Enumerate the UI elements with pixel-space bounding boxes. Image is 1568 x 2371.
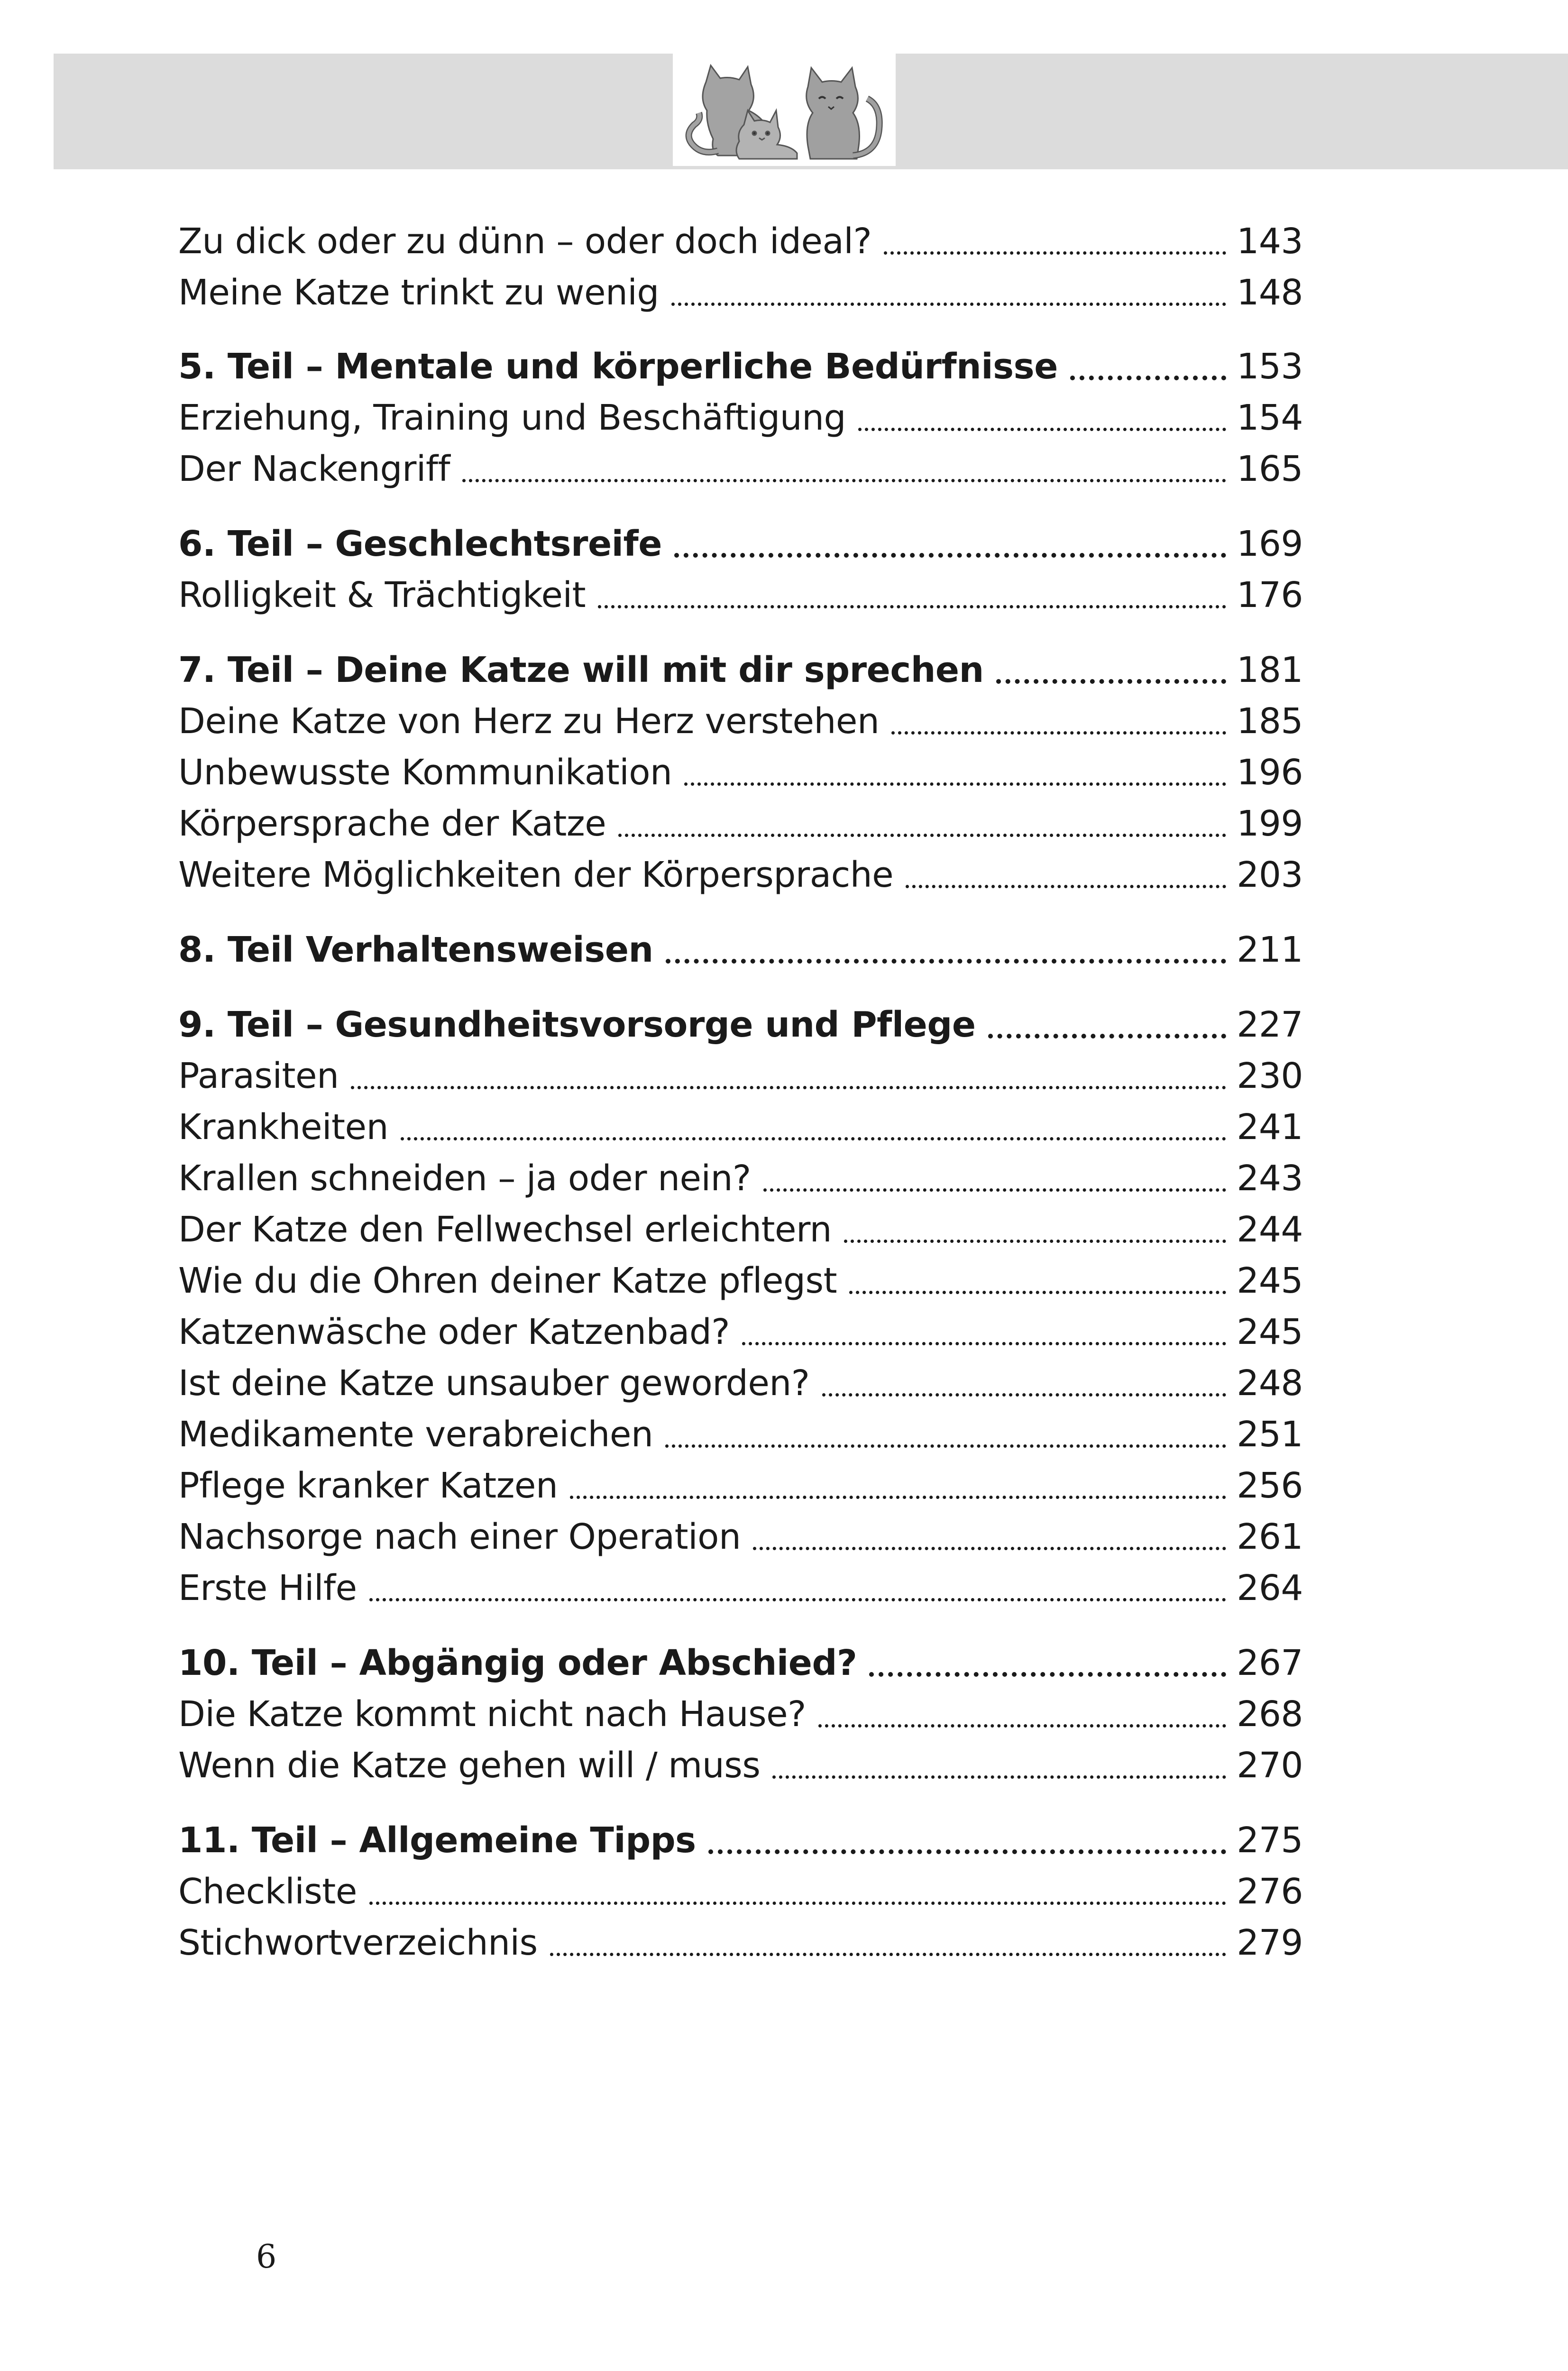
toc-entry-title: Die Katze kommt nicht nach Hause? (178, 1694, 806, 1735)
toc-entry[interactable] (178, 1358, 1303, 1409)
toc-entry-page: 245 (1237, 1260, 1303, 1301)
toc-entry-title: Weitere Möglichkeiten der Körpersprache (178, 855, 894, 895)
dot-leader (858, 428, 1226, 431)
toc-section-title: 6. Teil – Geschlechtsreife (178, 524, 662, 564)
dot-leader (618, 834, 1226, 837)
toc-entry[interactable] (178, 1511, 1303, 1562)
toc-entry-title: Medikamente verabreichen (178, 1414, 653, 1455)
dot-leader (401, 1137, 1226, 1140)
toc-entry[interactable] (178, 1740, 1303, 1791)
toc-entry-title: Erste Hilfe (178, 1568, 357, 1608)
toc-entry[interactable] (178, 1866, 1303, 1917)
dot-leader (753, 1547, 1226, 1550)
toc-entry-page: 261 (1237, 1516, 1303, 1557)
toc-section-heading[interactable] (178, 1637, 1303, 1689)
toc-section-heading[interactable] (178, 924, 1303, 975)
toc-entry-page: 268 (1237, 1694, 1303, 1735)
toc-entry-title: Meine Katze trinkt zu wenig (178, 272, 659, 313)
dot-leader (550, 1953, 1226, 1956)
toc-entry-page: 203 (1237, 855, 1303, 895)
toc-section-title: 5. Teil – Mentale und körperliche Bedürfnisse (178, 346, 1058, 387)
toc-entry-title: Nachsorge nach einer Operation (178, 1516, 741, 1557)
toc-entry[interactable] (178, 267, 1303, 318)
toc-entry-title: Unbewusste Kommunikation (178, 752, 672, 793)
dot-leader (763, 1188, 1226, 1192)
toc-entry-title: Ist deine Katze unsauber geworden? (178, 1363, 810, 1404)
toc-entry-page: 264 (1237, 1568, 1303, 1608)
toc-entry[interactable] (178, 798, 1303, 849)
dot-leader (742, 1342, 1226, 1345)
toc-entry[interactable] (178, 696, 1303, 747)
toc-entry[interactable] (178, 443, 1303, 495)
dot-leader (666, 959, 1226, 964)
toc-entry-title: Zu dick oder zu dünn – oder doch ideal? (178, 221, 872, 262)
dot-leader (849, 1291, 1226, 1294)
dot-leader (1070, 376, 1226, 380)
dot-leader (570, 1496, 1226, 1499)
two-cats-icon (673, 54, 896, 166)
toc-section-heading[interactable] (178, 644, 1303, 696)
toc-entry[interactable] (178, 849, 1303, 901)
toc-entry-page: 153 (1237, 346, 1303, 387)
toc-section-heading[interactable] (178, 999, 1303, 1050)
toc-entry-title: Checkliste (178, 1871, 357, 1912)
dot-leader (891, 731, 1226, 735)
toc-entry-title: Wie du die Ohren deiner Katze pflegst (178, 1260, 837, 1301)
toc-section-title: 8. Teil Verhaltensweisen (178, 929, 653, 970)
toc-section-title: 9. Teil – Gesundheitsvorsorge und Pflege (178, 1004, 976, 1045)
toc-entry-page: 199 (1237, 803, 1303, 844)
toc-entry-title: Wenn die Katze gehen will / muss (178, 1745, 761, 1786)
toc-entry-title: Rolligkeit & Trächtigkeit (178, 575, 586, 616)
dot-leader (996, 679, 1226, 684)
toc-entry-title: Krankheiten (178, 1107, 388, 1148)
dot-leader (671, 303, 1226, 306)
toc-section-title: 11. Teil – Allgemeine Tipps (178, 1820, 696, 1861)
toc-entry[interactable] (178, 1204, 1303, 1255)
toc-entry-title: Stichwortverzeichnis (178, 1922, 538, 1963)
dot-leader (844, 1240, 1226, 1243)
toc-entry-page: 241 (1237, 1107, 1303, 1148)
toc-entry[interactable] (178, 1409, 1303, 1460)
toc-entry[interactable] (178, 1255, 1303, 1306)
toc-entry[interactable] (178, 1102, 1303, 1153)
toc-section-heading[interactable] (178, 1815, 1303, 1866)
dot-leader (988, 1034, 1226, 1038)
dot-leader (674, 553, 1226, 558)
toc-entry[interactable] (178, 216, 1303, 267)
toc-entry[interactable] (178, 747, 1303, 798)
page-number: 6 (256, 2238, 277, 2276)
toc-entry-page: 243 (1237, 1158, 1303, 1199)
toc-entry-page: 165 (1237, 449, 1303, 489)
dot-leader (684, 782, 1226, 786)
toc-entry-page: 227 (1237, 1004, 1303, 1045)
dot-leader (884, 251, 1226, 255)
toc-entry-page: 143 (1237, 221, 1303, 262)
toc-entry-page: 211 (1237, 929, 1303, 970)
dot-leader (708, 1849, 1226, 1854)
toc-section-title: 10. Teil – Abgängig oder Abschied? (178, 1643, 857, 1683)
dot-leader (822, 1393, 1226, 1397)
toc-entry[interactable] (178, 570, 1303, 621)
toc-entry-page: 267 (1237, 1643, 1303, 1683)
toc-entry-page: 230 (1237, 1056, 1303, 1096)
toc-entry[interactable] (178, 1050, 1303, 1102)
toc-entry-page: 169 (1237, 524, 1303, 564)
toc-entry-page: 185 (1237, 701, 1303, 742)
toc-entry-page: 256 (1237, 1465, 1303, 1506)
toc-entry-page: 176 (1237, 575, 1303, 616)
toc-entry-page: 154 (1237, 397, 1303, 438)
toc-entry-page: 279 (1237, 1922, 1303, 1963)
toc-entry-title: Katzenwäsche oder Katzenbad? (178, 1312, 730, 1352)
toc-entry-title: Der Katze den Fellwechsel erleichtern (178, 1209, 832, 1250)
toc-entry-page: 148 (1237, 272, 1303, 313)
table-of-contents (178, 216, 1303, 1968)
dot-leader (772, 1775, 1226, 1779)
toc-entry-page: 251 (1237, 1414, 1303, 1455)
toc-entry-title: Körpersprache der Katze (178, 803, 606, 844)
toc-entry[interactable] (178, 1917, 1303, 1968)
dot-leader (665, 1444, 1226, 1448)
dot-leader (869, 1672, 1226, 1677)
toc-entry-page: 276 (1237, 1871, 1303, 1912)
toc-entry-title: Krallen schneiden – ja oder nein? (178, 1158, 751, 1199)
dot-leader (351, 1086, 1226, 1089)
dot-leader (369, 1902, 1226, 1905)
toc-entry-title: Erziehung, Training und Beschäftigung (178, 397, 846, 438)
toc-entry-page: 245 (1237, 1312, 1303, 1352)
dot-leader (598, 605, 1226, 608)
dot-leader (906, 885, 1226, 888)
toc-section-heading[interactable] (178, 341, 1303, 392)
toc-entry[interactable] (178, 1306, 1303, 1358)
toc-entry[interactable] (178, 392, 1303, 443)
toc-entry-title: Parasiten (178, 1056, 339, 1096)
toc-entry-title: Deine Katze von Herz zu Herz verstehen (178, 701, 880, 742)
toc-entry-title: Der Nackengriff (178, 449, 450, 489)
toc-entry[interactable] (178, 1460, 1303, 1511)
toc-entry-page: 244 (1237, 1209, 1303, 1250)
toc-entry[interactable] (178, 1689, 1303, 1740)
toc-entry-page: 181 (1237, 650, 1303, 690)
toc-entry[interactable] (178, 1562, 1303, 1614)
dot-leader (818, 1724, 1226, 1728)
toc-entry[interactable] (178, 1153, 1303, 1204)
toc-entry-title: Pflege kranker Katzen (178, 1465, 558, 1506)
dot-leader (369, 1598, 1226, 1601)
toc-entry-page: 275 (1237, 1820, 1303, 1861)
toc-section-title: 7. Teil – Deine Katze will mit dir sprechen (178, 650, 984, 690)
dot-leader (462, 479, 1226, 482)
toc-entry-page: 196 (1237, 752, 1303, 793)
toc-section-heading[interactable] (178, 518, 1303, 570)
toc-entry-page: 248 (1237, 1363, 1303, 1404)
toc-entry-page: 270 (1237, 1745, 1303, 1786)
